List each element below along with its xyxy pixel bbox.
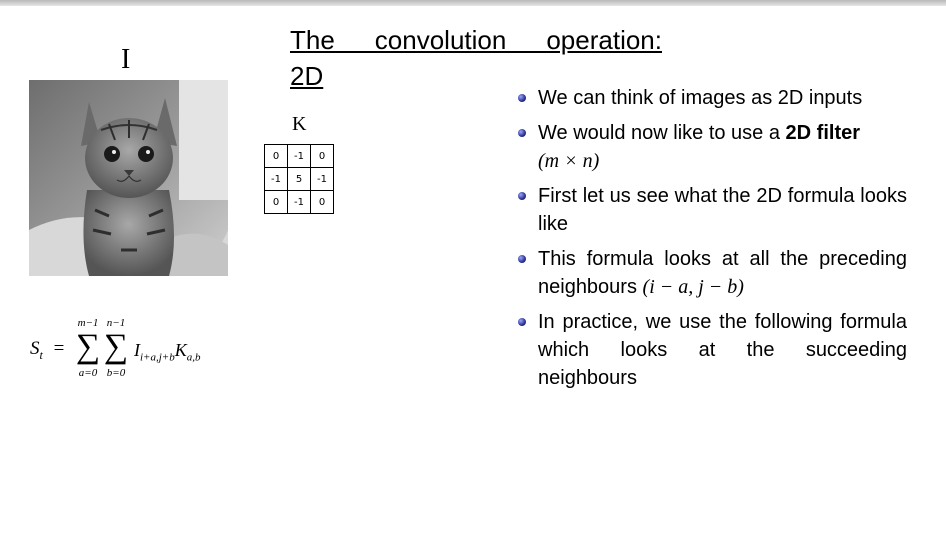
kernel-cell: 5 bbox=[288, 168, 311, 191]
kernel-cell: 0 bbox=[265, 145, 288, 168]
kernel-cell: -1 bbox=[288, 145, 311, 168]
bullet-icon bbox=[518, 318, 526, 326]
bullet-text: First let us see what the 2D formula looks like bbox=[538, 185, 907, 235]
top-bar bbox=[0, 0, 946, 6]
sigma-symbol: ∑ bbox=[75, 328, 101, 365]
bullet-item bbox=[518, 119, 907, 175]
bullet-item bbox=[518, 84, 907, 112]
bullet-list bbox=[518, 84, 907, 399]
kernel-cell: -1 bbox=[311, 168, 334, 191]
kernel-cell: -1 bbox=[288, 191, 311, 214]
formula-term-K: K bbox=[174, 340, 187, 360]
sigma-symbol: ∑ bbox=[103, 328, 129, 365]
image-label: I bbox=[121, 44, 131, 75]
bullet-text: In practice, we use the following formula which looks at the succeeding neighbours bbox=[538, 311, 907, 389]
formula-term-K-subscript: a,b bbox=[186, 351, 201, 364]
summation-b bbox=[96, 316, 136, 380]
title-line-1: The convolution operation: bbox=[290, 25, 662, 55]
bullet-icon bbox=[518, 94, 526, 102]
bullet-item bbox=[518, 182, 907, 238]
formula-equals: = bbox=[53, 338, 65, 359]
formula-term-I-subscript: i+a,j+b bbox=[140, 351, 175, 364]
bullet-bold-text: 2D filter bbox=[785, 122, 861, 144]
kernel-label: K bbox=[292, 113, 307, 135]
formula-term-I: I bbox=[134, 340, 140, 360]
bullet-icon bbox=[518, 255, 526, 263]
bullet-text: We would now like to use a bbox=[538, 122, 786, 144]
sum-a-upper: m−1 bbox=[77, 317, 99, 329]
formula-rhs bbox=[134, 340, 200, 364]
title-line-2: 2D bbox=[290, 61, 324, 91]
kitten-image bbox=[29, 80, 228, 276]
bullet-text: We can think of images as 2D inputs bbox=[538, 87, 863, 109]
kernel-cell: 0 bbox=[311, 145, 334, 168]
bullet-item bbox=[518, 245, 907, 301]
kernel-matrix bbox=[264, 144, 334, 214]
formula-lhs-subscript: t bbox=[39, 347, 43, 362]
formula-lhs-symbol: S bbox=[30, 338, 40, 359]
sum-b-upper: n−1 bbox=[106, 317, 126, 329]
kernel-cell: -1 bbox=[265, 168, 288, 191]
bullet-math: (i − a, j − b) bbox=[642, 276, 744, 298]
kernel-cell: 0 bbox=[265, 191, 288, 214]
formula-lhs bbox=[30, 338, 64, 363]
bullet-item bbox=[518, 308, 907, 392]
sum-b-lower: b=0 bbox=[106, 367, 126, 379]
bullet-math: (m × n) bbox=[538, 150, 600, 172]
bullet-icon bbox=[518, 192, 526, 200]
kernel-cell: 0 bbox=[311, 191, 334, 214]
sum-a-lower: a=0 bbox=[78, 367, 98, 379]
bullet-icon bbox=[518, 129, 526, 137]
bullet-text: This formula looks at all the preceding neighbours bbox=[538, 248, 907, 298]
